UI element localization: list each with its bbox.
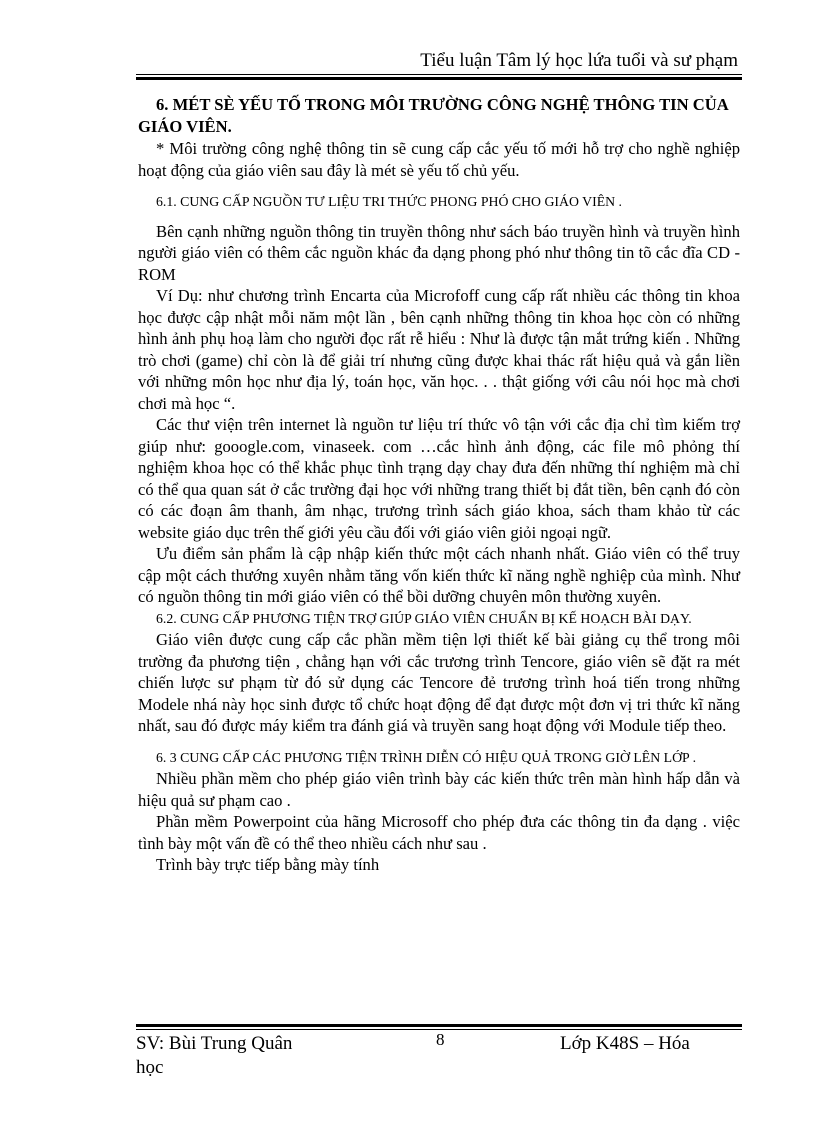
- header-rule-thick: [136, 77, 742, 80]
- section-6-intro: * Môi trường công nghệ thông tin sẽ cung cấp cắc yếu tố mới hỗ trợ cho nghề nghiệp hoạt động của giáo viên sau đây là mét sè yếu tố chủ yếu.: [138, 139, 740, 180]
- header-title: Tiểu luận Tâm lý học lứa tuổi và sư phạm: [420, 50, 738, 71]
- footer-student-name: [136, 1032, 336, 1080]
- header-rule-thin: [136, 74, 742, 75]
- section-6-2-heading: 6.2. CUNG CẤP PHƯƠNG TIỆN TRỢ GIÚP GIÁO VIÊN CHUẨN BỊ KẾ HOẠCH BÀI DẠY.: [156, 610, 692, 626]
- section-6-3-paragraph-2: Phần mềm Powerpoint của hãng Microsoff cho phép đưa các thông tin đa dạng . việc tình bày một vấn đề có thể theo nhiều cách như sau .: [138, 812, 740, 853]
- footer-student: SV: Bùi Trung Quân: [136, 1033, 293, 1054]
- section-6-heading: 6. MÉT SÈ YẾU TỐ TRONG MÔI TRƯỜNG CÔNG NGHỆ THÔNG TIN CỦA GIÁO VIÊN.: [138, 95, 728, 136]
- footer-class-label: Lớp K48S – Hóa: [560, 1033, 690, 1054]
- section-6-1-heading: 6.1. CUNG CẤP NGUỒN TƯ LIỆU TRI THỨC PHONG PHÓ CHO GIÁO VIÊN .: [156, 194, 622, 209]
- section-6-1-paragraph-2: Ví Dụ: như chương trình Encarta của Microfoff cung cấp rất nhiều các thông tin khoa học được cập nhật mỗi năm một lần , bên cạnh những thông tin khoa học còn có những hình ảnh phụ hoạ làm cho người đọc rất rễ hiểu : Như là được tận mắt trứng kiến . Những trò chơi (game) chỉ còn là để giải trí nhưng cũng được khai thác rất hiệu quả và gắn liền với những môn học như địa lý, toán học, văn học. . . thật giống với câu nói học mà chơi chơi mà học “.: [138, 286, 740, 413]
- section-6-1-paragraph-1: Bên cạnh những nguồn thông tin truyền thông như sách báo truyền hình và truyền hình người giáo viên có thêm cắc nguồn khác đa dạng phong phó như thông tin tõ cắc đĩa CD - ROM: [138, 221, 740, 284]
- section-6-3-paragraph-1: Nhiều phần mềm cho phép giáo viên trình bày các kiến thức trên màn hình hấp dẫn và hiệu quả sư phạm cao .: [138, 769, 740, 810]
- page-number: 8: [436, 1030, 445, 1049]
- page-header: [136, 50, 742, 72]
- section-6-2-paragraph-1: Giáo viên được cung cấp cắc phần mềm tiện lợi thiết kế bài giảng cụ thể trong môi trường đa phương tiện , chẳng hạn với cắc trương trình Tencore, giáo viên sẽ đặt ra mét chiến lược sư phạm từ đó sử dụng các Tencore đẻ trương trình hoá tiến trong những Modele nhá này học sinh được tổ chức hoạt động để đạt được một đơn vị tri thức kĩ năng nhất, sau đó được máy kiểm tra đánh giá và truyền sang hoạt động với Module tiếp theo.: [138, 630, 740, 735]
- document-body: [138, 94, 740, 876]
- section-6-1-paragraph-3: Các thư viện trên internet là nguồn tư liệu trí thức vô tận với cắc địa chỉ tìm kiếm trợ giúp như: gooogle.com, vinaseek. com …cắc hình ảnh động, các file mô phỏng thí nghiệm khoa học có thể khắc phục tình trạng dạy chay đưa đến những thí nghiệm mà chỉ có thể qua quan sát ở cắc trường đại học với những trang thiết bị đắt tiền, bên cạnh đó còn có các đoạn âm thanh, âm nhạc, trương trình sách giáo khoa, sách tham khảo từ các website giáo dục trên thế giới yêu cầu đối với giáo viên giỏi ngoại ngữ.: [138, 415, 740, 542]
- section-6-1-paragraph-4: Ưu điểm sản phẩm là cập nhập kiến thức một cách nhanh nhất. Giáo viên có thể truy cập một cách thướng xuyên nhằm tăng vốn kiến thức kĩ năng nghề nghiệp của mình. Như có nguồn thông tin mới giáo viên có thể bồi dưỡng chuyên môn thường xuyên.: [138, 544, 740, 606]
- footer-continuation: học: [136, 1057, 164, 1078]
- footer-rule-thick: [136, 1024, 742, 1027]
- section-6-3-paragraph-3: Trình bày trực tiếp bằng mày tính: [156, 855, 380, 874]
- section-6-3-heading: 6. 3 CUNG CẤP CÁC PHƯƠNG TIỆN TRÌNH DIỄN CÓ HIỆU QUẢ TRONG GIỜ LÊN LỚP .: [156, 749, 697, 765]
